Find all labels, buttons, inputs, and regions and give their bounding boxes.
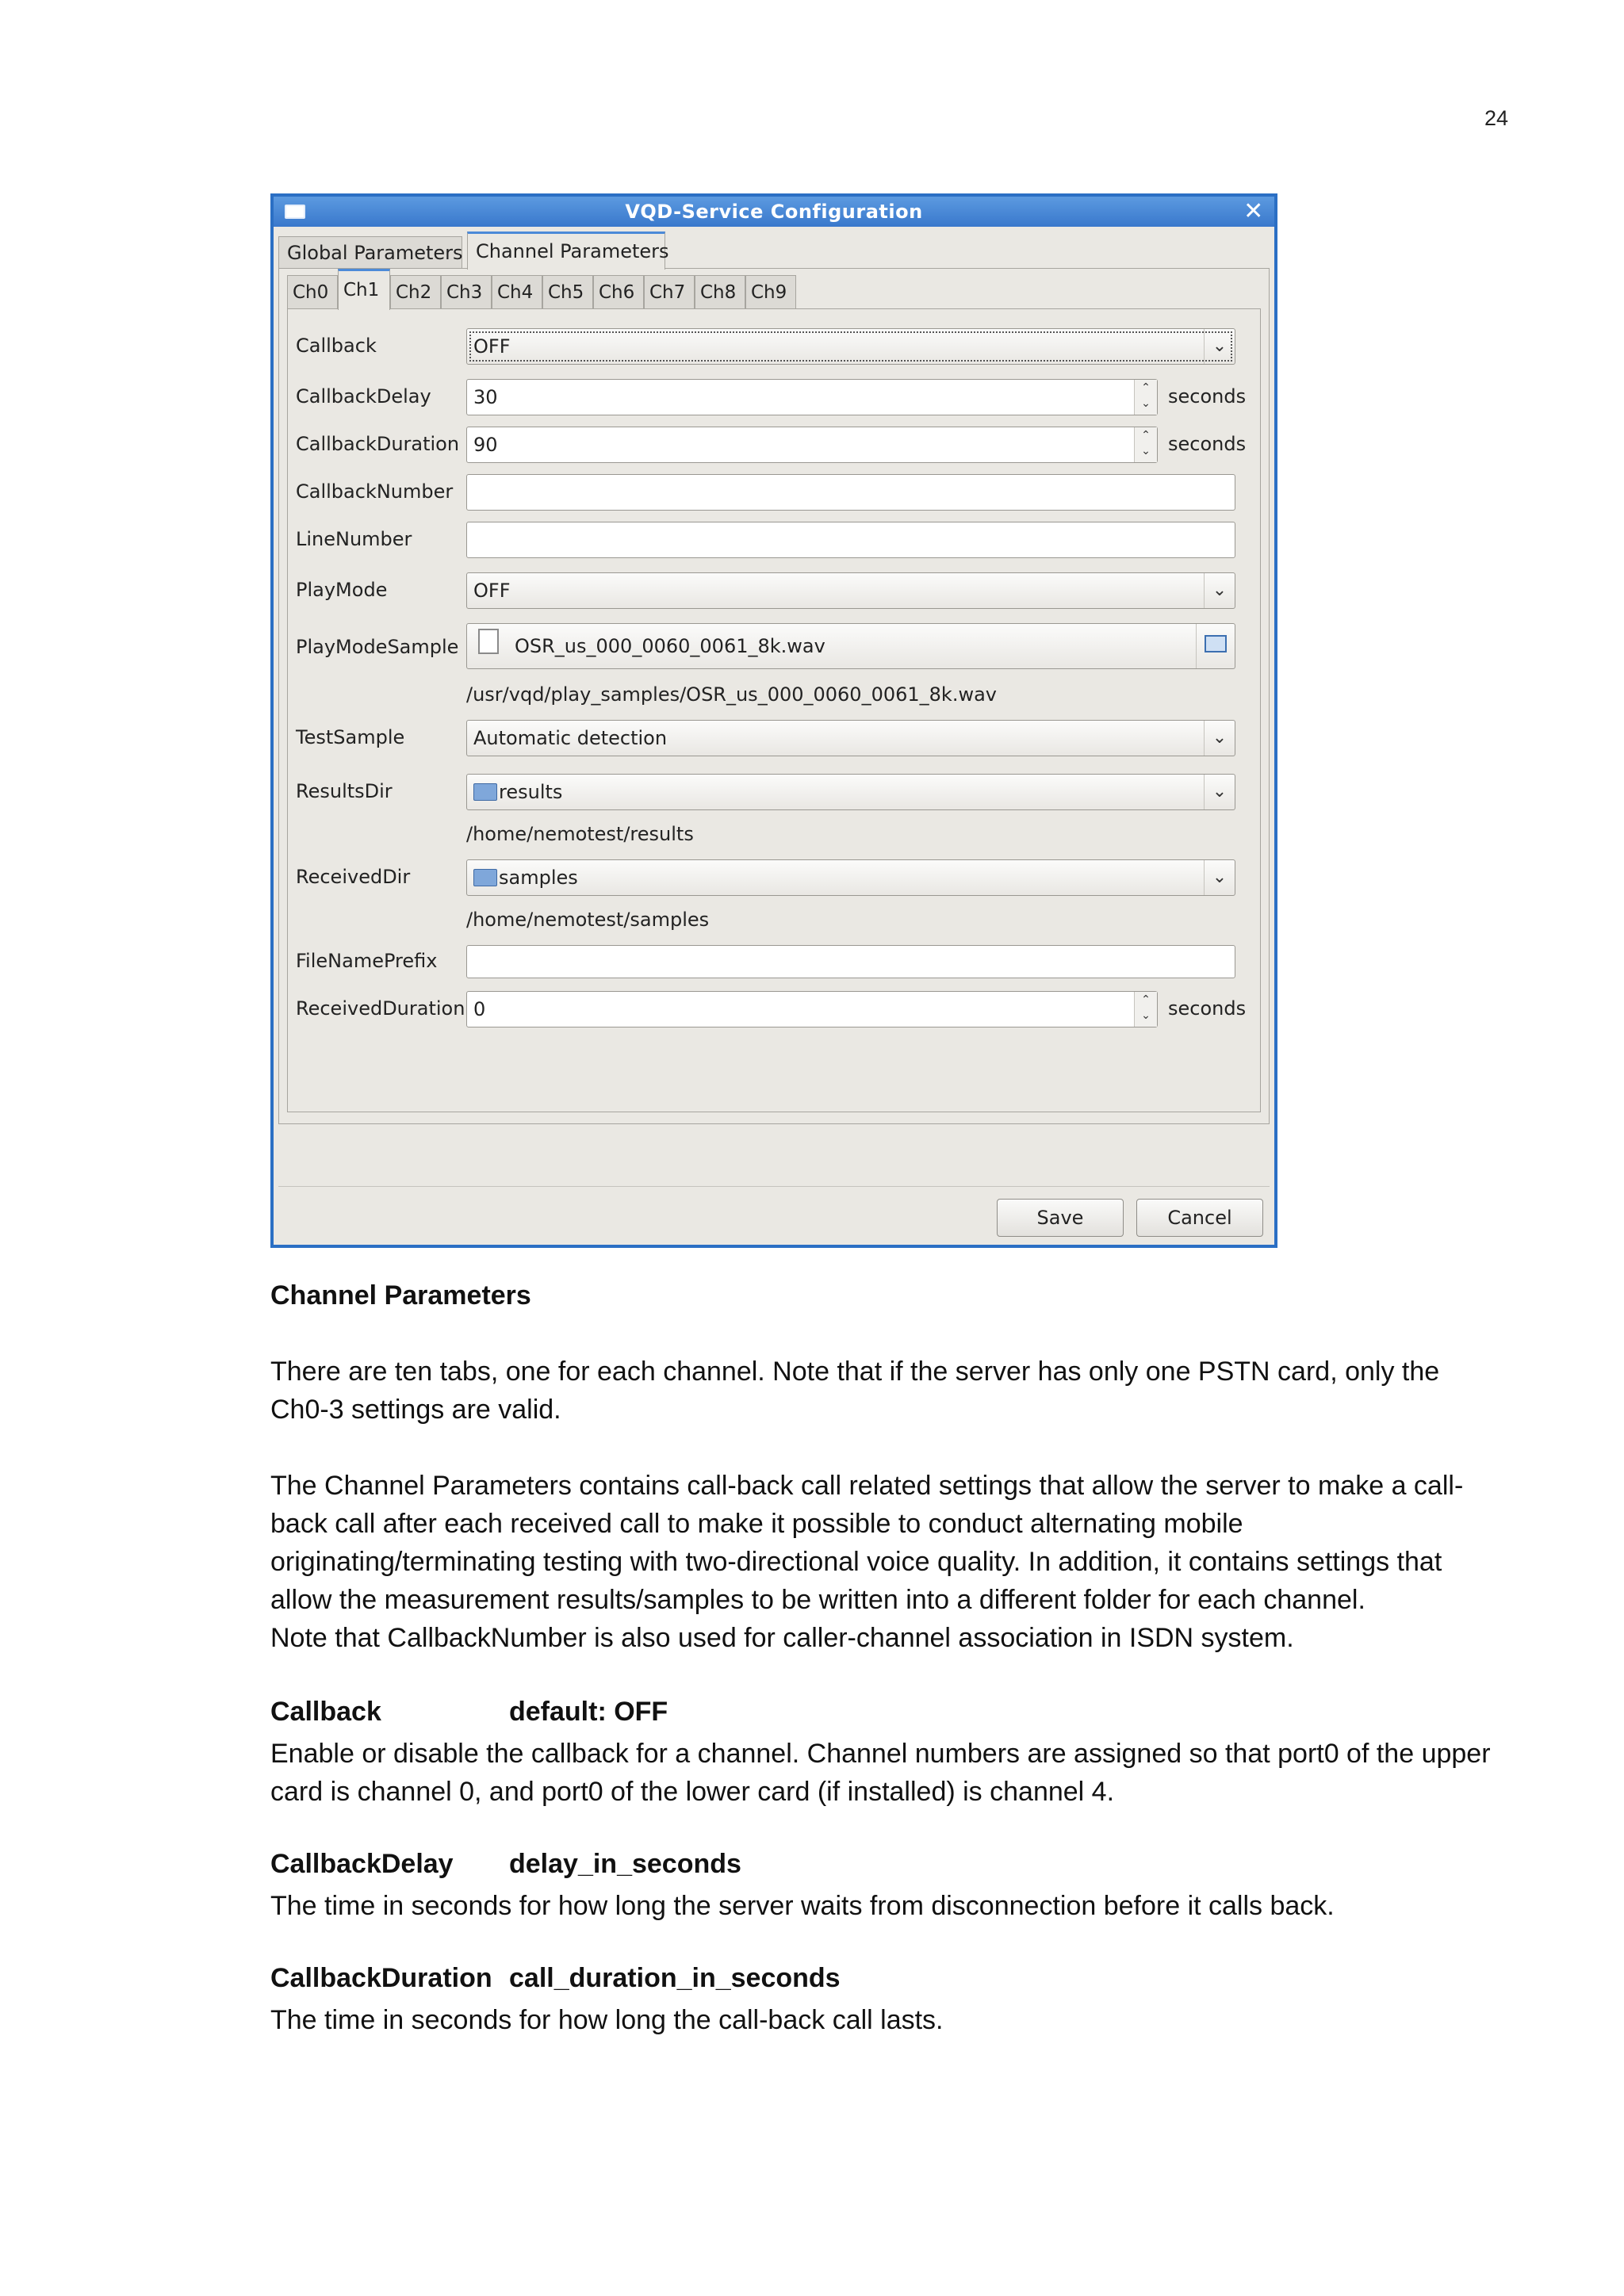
paragraph-line: Enable or disable the callback for a channel. Channel numbers are assigned so that port0 of the upper xyxy=(270,1739,1491,1769)
tab-ch3[interactable]: Ch3 xyxy=(441,275,492,308)
received-dir-label: ReceivedDir xyxy=(296,866,411,888)
received-duration-unit: seconds xyxy=(1168,997,1247,1020)
tab-channel-parameters[interactable]: Channel Parameters xyxy=(467,232,665,270)
spin-arrows-icon[interactable]: ⌃ ⌄ xyxy=(1134,992,1157,1027)
tab-ch4[interactable]: Ch4 xyxy=(492,275,542,308)
received-dir-value: samples xyxy=(499,867,578,889)
callback-description xyxy=(270,1735,1507,1811)
chevron-down-icon[interactable]: ⌄ xyxy=(1204,329,1235,364)
callback-number-input[interactable] xyxy=(466,474,1235,511)
tab-global-parameters[interactable]: Global Parameters xyxy=(278,236,462,268)
close-icon[interactable]: ✕ xyxy=(1243,197,1264,225)
callback-delay-param-name: CallbackDelay xyxy=(270,1849,454,1879)
tab-ch1[interactable]: Ch1 xyxy=(338,269,390,310)
callback-duration-description: The time in seconds for how long the call-back call lasts. xyxy=(270,2005,944,2035)
spin-arrows-icon[interactable]: ⌃ ⌄ xyxy=(1134,380,1157,415)
callback-param-name: Callback xyxy=(270,1697,381,1727)
open-file-icon[interactable] xyxy=(1196,624,1235,668)
dialog-title: VQD-Service Configuration xyxy=(625,201,923,223)
paragraph-2 xyxy=(270,1467,1507,1657)
paragraph-line: back call after each received call to make it possible to conduct alternating mobile xyxy=(270,1509,1243,1539)
file-name-prefix-label: FileNamePrefix xyxy=(296,950,438,972)
tab-ch8[interactable]: Ch8 xyxy=(695,275,745,308)
spin-arrows-icon[interactable]: ⌃ ⌄ xyxy=(1134,427,1157,462)
paragraph-line: The Channel Parameters contains call-back call related settings that allow the server to make a call- xyxy=(270,1471,1464,1501)
button-separator xyxy=(278,1186,1270,1187)
results-dir-label: ResultsDir xyxy=(296,780,393,802)
play-mode-sample-label: PlayModeSample xyxy=(296,636,459,658)
received-duration-label: ReceivedDuration xyxy=(296,997,465,1020)
callback-delay-description: The time in seconds for how long the server waits from disconnection before it calls back. xyxy=(270,1891,1335,1921)
callback-duration-param-value: call_duration_in_seconds xyxy=(509,1963,841,1993)
play-mode-value: OFF xyxy=(473,580,511,602)
play-mode-sample-value: OSR_us_000_0060_0061_8k.wav xyxy=(515,635,825,657)
received-dir-select[interactable] xyxy=(466,859,1235,896)
cancel-button[interactable]: Cancel xyxy=(1136,1199,1263,1237)
paragraph-line: Ch0-3 settings are valid. xyxy=(270,1395,561,1425)
title-bar[interactable] xyxy=(274,197,1274,227)
file-name-prefix-input[interactable] xyxy=(466,945,1235,978)
results-dir-select[interactable] xyxy=(466,774,1235,810)
file-icon xyxy=(478,629,499,654)
tab-ch2[interactable]: Ch2 xyxy=(390,275,441,308)
play-mode-sample-path: /usr/vqd/play_samples/OSR_us_000_0060_0061_8k.wav xyxy=(466,683,997,706)
callback-number-label: CallbackNumber xyxy=(296,480,454,503)
folder-icon xyxy=(473,869,497,886)
test-sample-label: TestSample xyxy=(296,726,405,748)
callback-delay-label: CallbackDelay xyxy=(296,385,431,408)
play-mode-sample-chooser[interactable] xyxy=(466,623,1235,669)
channel-form xyxy=(287,308,1261,1112)
paragraph-1 xyxy=(270,1353,1507,1429)
chevron-down-icon[interactable]: ⌄ xyxy=(1204,721,1235,756)
callback-duration-value: 90 xyxy=(473,434,498,456)
callback-duration-param-name: CallbackDuration xyxy=(270,1963,492,1993)
play-mode-label: PlayMode xyxy=(296,579,388,601)
config-dialog xyxy=(270,193,1277,1248)
tab-ch6[interactable]: Ch6 xyxy=(593,275,644,308)
window-menu-icon[interactable] xyxy=(285,205,305,219)
callback-delay-value: 30 xyxy=(473,386,498,408)
line-number-label: LineNumber xyxy=(296,528,412,550)
tab-ch0[interactable]: Ch0 xyxy=(287,275,338,308)
tab-ch9[interactable]: Ch9 xyxy=(745,275,796,308)
callback-delay-unit: seconds xyxy=(1168,385,1247,408)
callback-duration-spinbox[interactable] xyxy=(466,427,1158,463)
received-duration-spinbox[interactable] xyxy=(466,991,1158,1027)
callback-value: OFF xyxy=(473,335,511,358)
callback-delay-param-value: delay_in_seconds xyxy=(509,1849,741,1879)
paragraph-line: Note that CallbackNumber is also used for caller-channel association in ISDN system. xyxy=(270,1623,1294,1653)
folder-icon xyxy=(473,783,497,801)
save-button[interactable]: Save xyxy=(997,1199,1124,1237)
paragraph-line: card is channel 0, and port0 of the lower card (if installed) is channel 4. xyxy=(270,1777,1115,1807)
callback-label: Callback xyxy=(296,335,377,357)
received-duration-value: 0 xyxy=(473,998,486,1020)
chevron-down-icon[interactable]: ⌄ xyxy=(1204,573,1235,608)
callback-duration-label: CallbackDuration xyxy=(296,433,460,455)
paragraph-line: There are ten tabs, one for each channel. Note that if the server has only one PSTN card, only the xyxy=(270,1357,1440,1387)
test-sample-select[interactable] xyxy=(466,720,1235,756)
received-dir-path: /home/nemotest/samples xyxy=(466,909,710,931)
tab-ch7[interactable]: Ch7 xyxy=(644,275,695,308)
results-dir-value: results xyxy=(499,781,563,803)
paragraph-line: originating/terminating testing with two-directional voice quality. In addition, it contains settings that xyxy=(270,1547,1442,1577)
section-heading: Channel Parameters xyxy=(270,1280,531,1311)
chevron-down-icon[interactable]: ⌄ xyxy=(1204,775,1235,809)
callback-delay-spinbox[interactable] xyxy=(466,379,1158,415)
callback-duration-unit: seconds xyxy=(1168,433,1247,455)
results-dir-path: /home/nemotest/results xyxy=(466,823,694,845)
callback-select[interactable] xyxy=(466,328,1235,365)
page-number: 24 xyxy=(1484,106,1509,130)
chevron-down-icon[interactable]: ⌄ xyxy=(1204,860,1235,895)
tab-ch5[interactable]: Ch5 xyxy=(542,275,593,308)
test-sample-value: Automatic detection xyxy=(473,727,668,749)
channel-parameters-panel xyxy=(278,268,1270,1124)
callback-param-value: default: OFF xyxy=(509,1697,668,1727)
paragraph-line: allow the measurement results/samples to be written into a different folder for each channel. xyxy=(270,1585,1365,1615)
play-mode-select[interactable] xyxy=(466,572,1235,609)
line-number-input[interactable] xyxy=(466,522,1235,558)
